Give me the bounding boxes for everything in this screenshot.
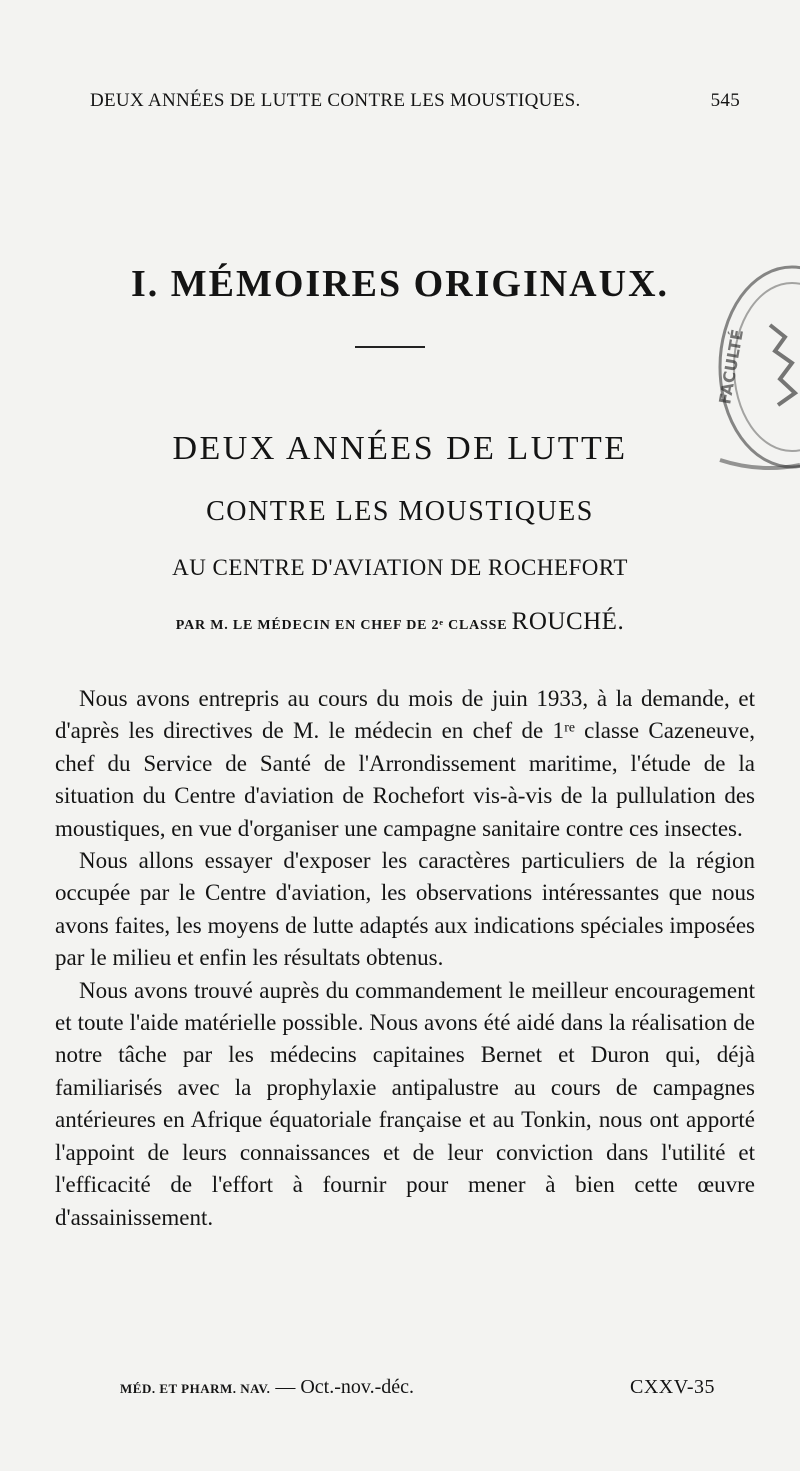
stamp-text: FACULTÉ bbox=[715, 327, 748, 406]
signature-mark: CXXV-35 bbox=[630, 1376, 715, 1398]
byline-prefix: PAR M. LE MÉDECIN EN CHEF DE 2ᵉ CLASSE bbox=[175, 618, 508, 633]
running-head-title: DEUX ANNÉES DE LUTTE CONTRE LES MOUSTIQUES. bbox=[90, 90, 581, 111]
library-stamp-icon bbox=[700, 255, 800, 480]
article-title-line1: DEUX ANNÉES DE LUTTE bbox=[172, 430, 628, 467]
title-rule bbox=[355, 346, 425, 348]
author-name: ROUCHÉ. bbox=[511, 608, 625, 635]
paragraph: Nous avons entrepris au cours du mois de juin 1933, à la demande, et d'après les directives de M. le médecin en chef de 1ʳᵉ classe Cazeneuve, chef du Service de Santé de l'Arrondissement maritime, l'étude de la situation du Centre d'aviation de Rochefort vis-à-vis de la pullulation des moustiques, en vue d'organiser une campagne sanitaire contre ces insectes. bbox=[55, 686, 755, 841]
article-title-line2: CONTRE LES MOUSTIQUES bbox=[206, 496, 594, 527]
body-text bbox=[55, 683, 755, 1234]
paragraph: Nous avons trouvé auprès du commandement le meilleur encouragement et toute l'aide matérielle possible. Nous avons été aidé dans la réalisation de notre tâche par les médecins capitaines Bernet et Duron qui, déjà familiarisés avec la prophylaxie antipalustre au cours de campagnes antérieures en Afrique équatoriale française et au Tonkin, nous ont apporté l'appoint de leurs connaissances et de leur conviction dans l'utilité et l'efficacité de l'effort à fournir pour mener à bien cette œuvre d'assainissement. bbox=[55, 977, 755, 1230]
journal-reference bbox=[120, 1376, 414, 1399]
paragraph: Nous allons essayer d'exposer les caractères particuliers de la région occupée par le Centre d'aviation, les observations intéressantes que nous avons faites, les moyens de lutte adaptés aux indications spéciales imposées par le milieu et enfin les résultats obtenus. bbox=[55, 848, 755, 971]
journal-issue: — Oct.-nov.-déc. bbox=[275, 1376, 415, 1398]
section-title: I. MÉMOIRES ORIGINAUX. bbox=[130, 263, 670, 305]
article-title-line3: AU CENTRE D'AVIATION DE ROCHEFORT bbox=[172, 555, 628, 580]
byline bbox=[0, 608, 800, 636]
page-number: 545 bbox=[710, 90, 740, 111]
journal-abbreviation: MÉD. ET PHARM. NAV. bbox=[120, 1381, 271, 1396]
